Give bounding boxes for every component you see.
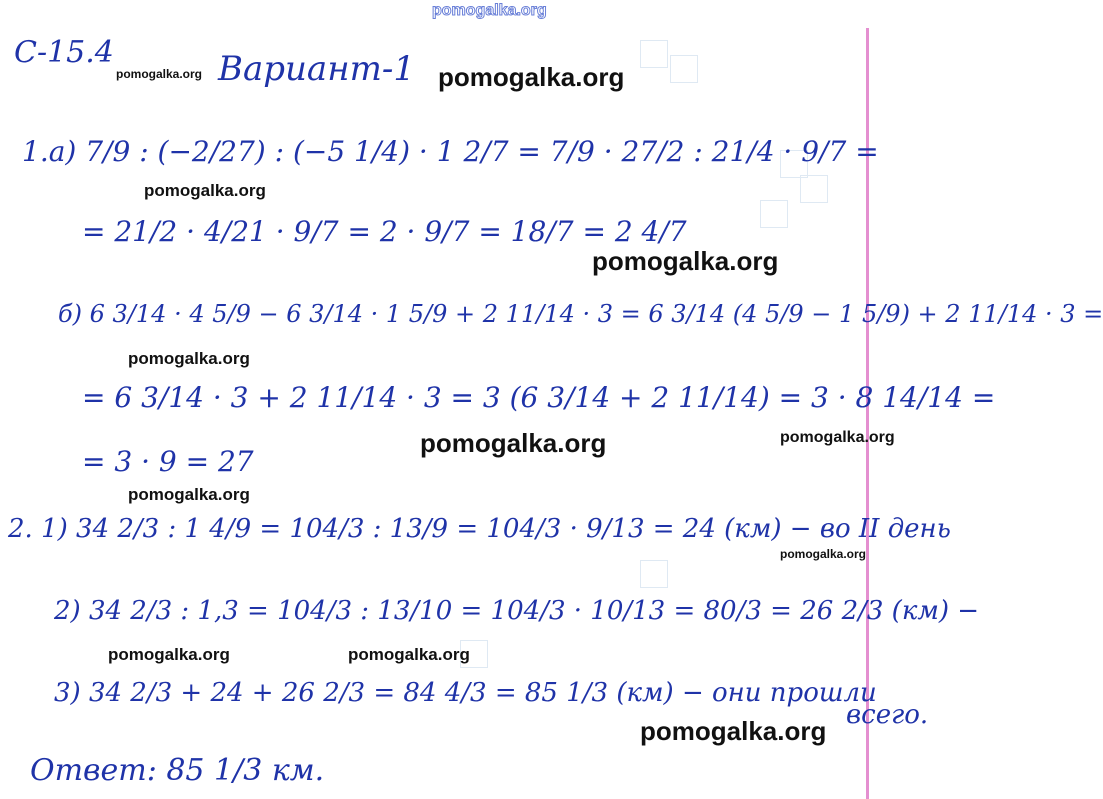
watermark: pomogalka.org [420, 428, 607, 458]
answer: Ответ: 85 1/3 км. [30, 753, 325, 788]
watermark: pomogalka.org [438, 62, 625, 92]
watermark: pomogalka.org [144, 181, 266, 200]
watermark: pomogalka.org [116, 67, 203, 81]
watermark: pomogalka.org [592, 246, 779, 276]
top-watermark: pomogalka.org [432, 2, 547, 19]
grid-cell [640, 40, 668, 68]
task2-step3: 3) 34 2/3 + 24 + 26 2/3 = 84 4/3 = 85 1/3 (км) − они прошли [54, 678, 877, 708]
variant-title: Вариант-1 [218, 49, 415, 89]
task1b-line2: = 6 3/14 · 3 + 2 11/14 · 3 = 3 (6 3/14 + 2 11/14) = 3 · 8 14/14 = [82, 381, 996, 414]
watermark: pomogalka.org [128, 485, 250, 504]
grid-cell [640, 560, 668, 588]
task2-step1: 2. 1) 34 2/3 : 1 4/9 = 104/3 : 13/9 = 104/3 · 9/13 = 24 (км) − во II день [8, 514, 951, 544]
watermark: pomogalka.org [348, 645, 470, 664]
watermark: pomogalka.org [780, 429, 895, 446]
grid-cell [800, 175, 828, 203]
watermark: pomogalka.org [780, 547, 867, 561]
watermark: pomogalka.org [108, 645, 230, 664]
task1b-line3: = 3 · 9 = 27 [82, 445, 254, 478]
task2-step3-continuation: всего. [846, 700, 929, 730]
task1b-line1: б) 6 3/14 · 4 5/9 − 6 3/14 · 1 5/9 + 2 11/14 · 3 = 6 3/14 (4 5/9 − 1 5/9) + 2 11/14 · 3 = [58, 300, 1103, 328]
watermark: pomogalka.org [128, 349, 250, 368]
grid-cell [670, 55, 698, 83]
grid-cell [760, 200, 788, 228]
task-code: С-15.4 [14, 35, 114, 70]
task1a-line1: 1.а) 7/9 : (−2/27) : (−5 1/4) · 1 2/7 = 7/9 · 27/2 : 21/4 · 9/7 = [22, 135, 879, 168]
watermark: pomogalka.org [640, 716, 827, 746]
task2-step2: 2) 34 2/3 : 1,3 = 104/3 : 13/10 = 104/3 · 10/13 = 80/3 = 26 2/3 (км) − [54, 596, 980, 626]
task1a-line2: = 21/2 · 4/21 · 9/7 = 2 · 9/7 = 18/7 = 2 4/7 [82, 215, 687, 248]
